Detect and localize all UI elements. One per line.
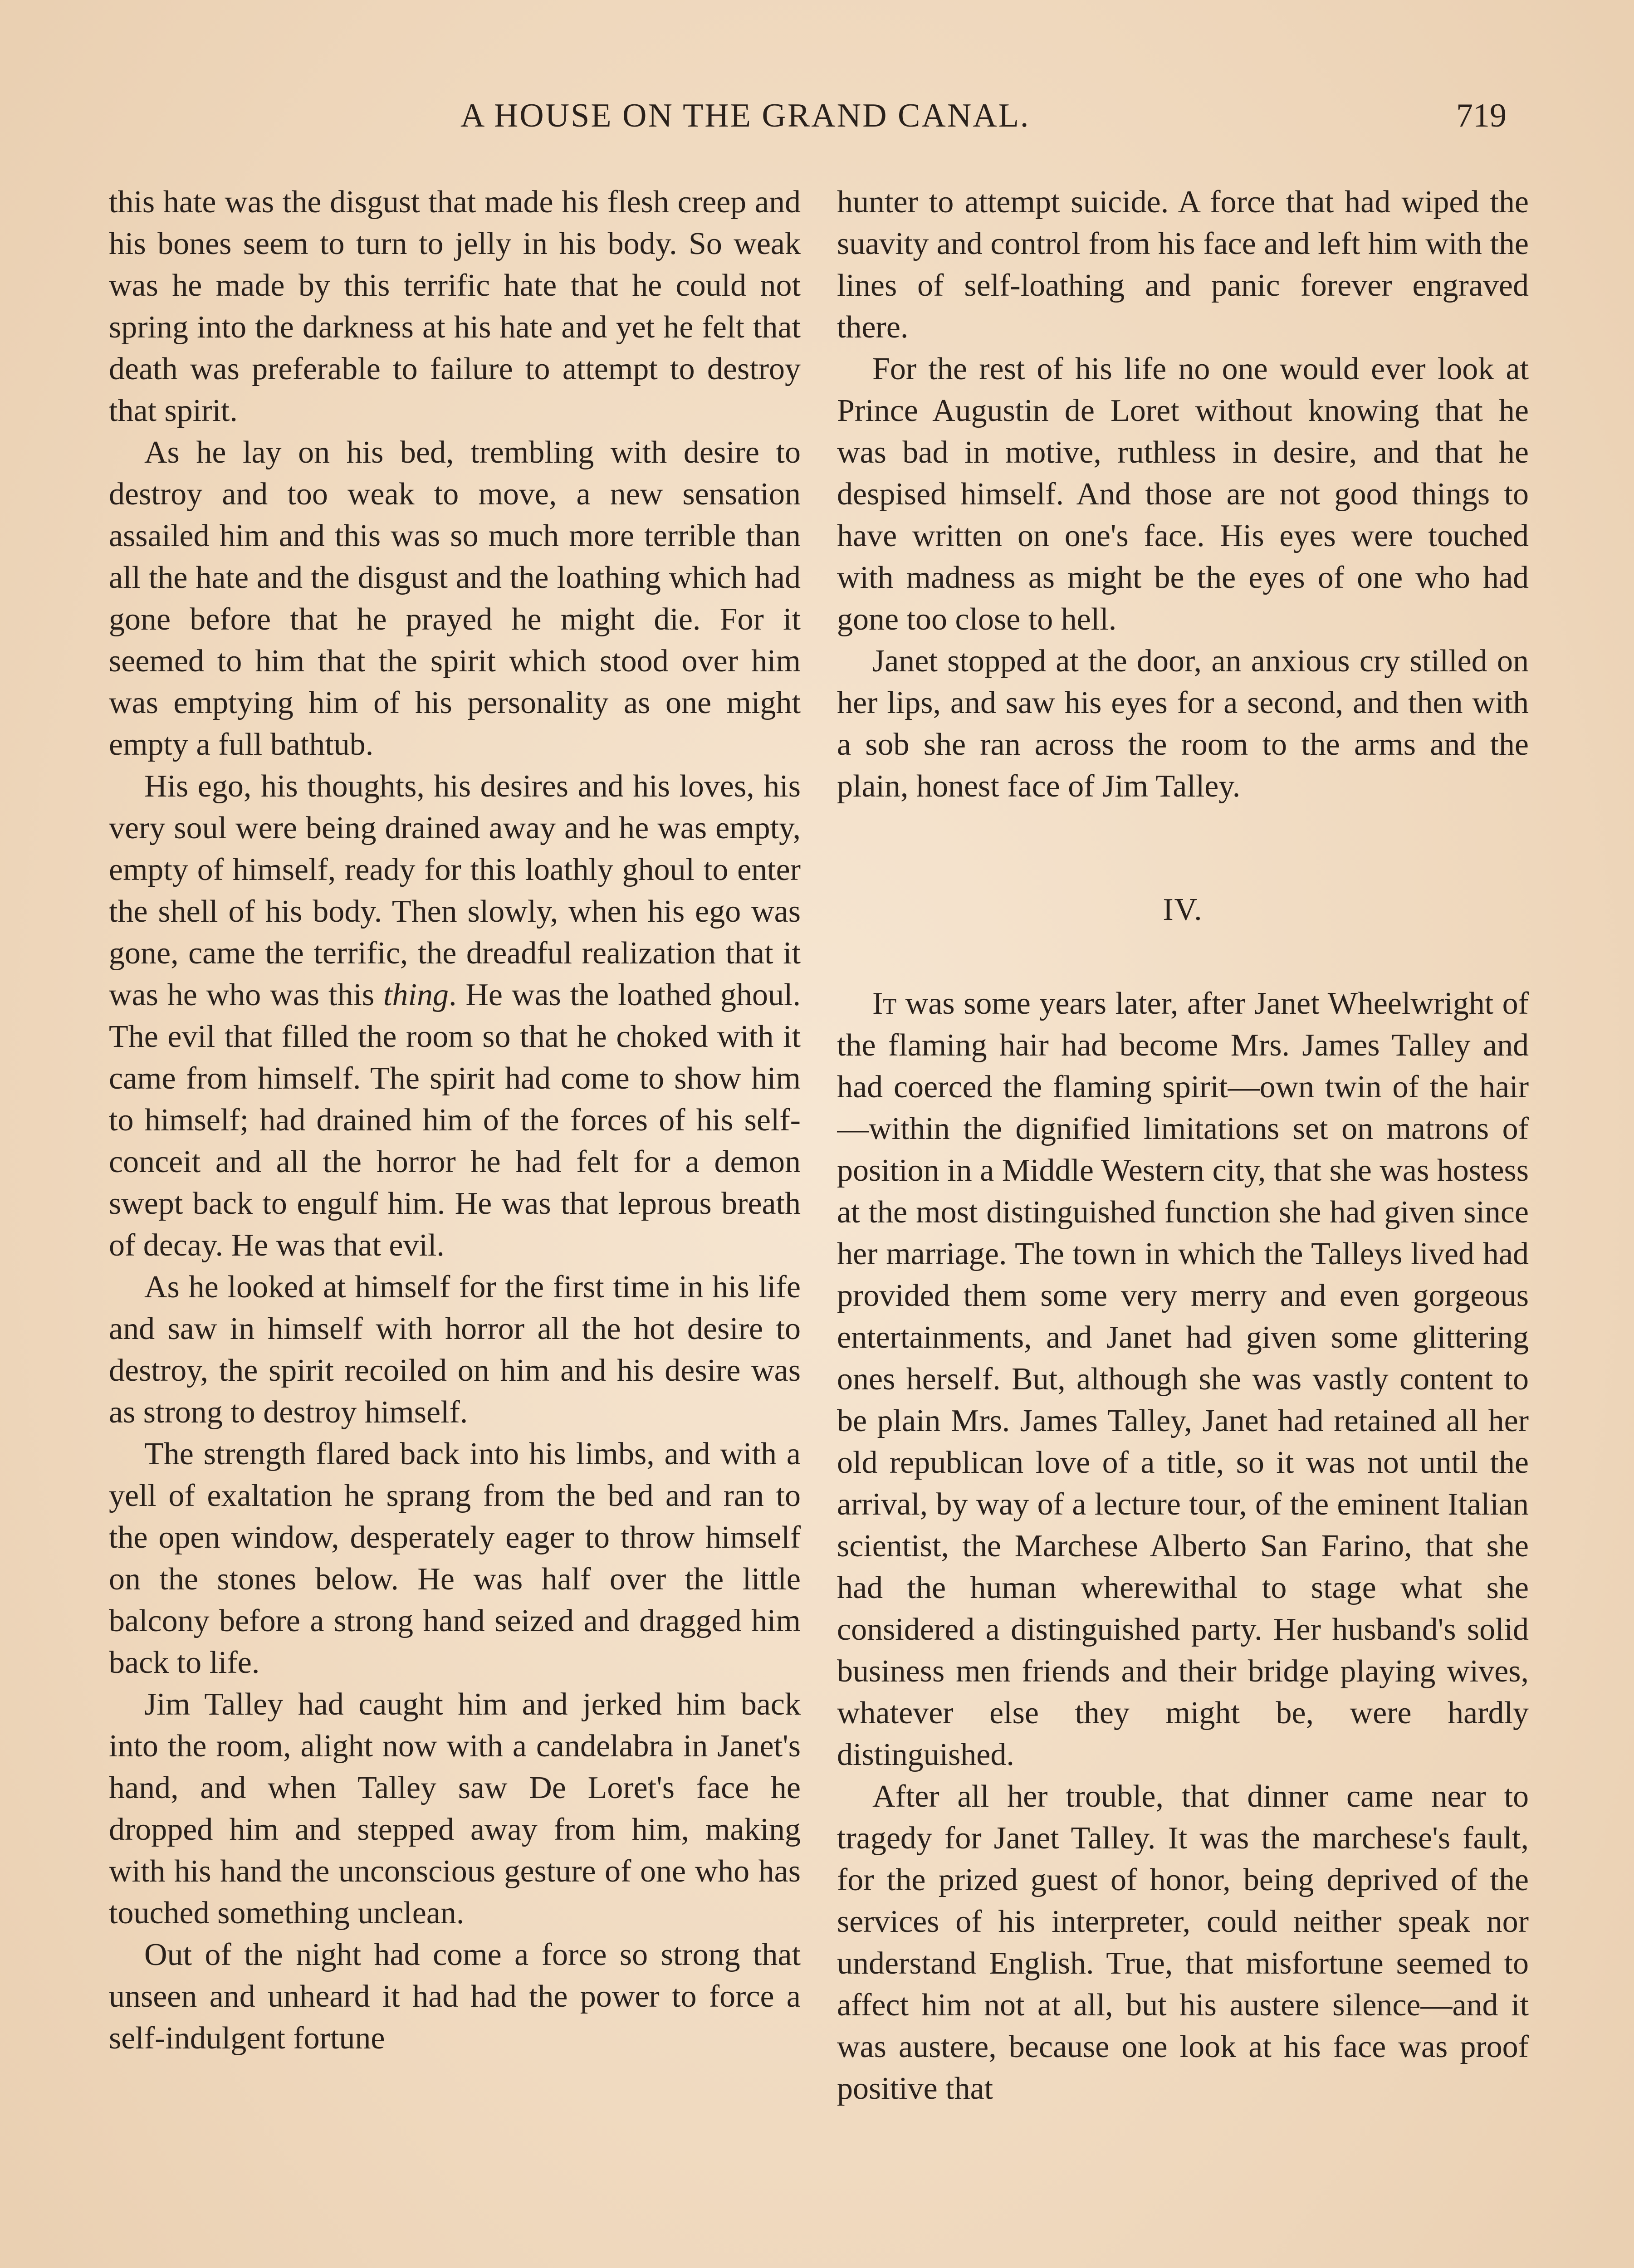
paragraph: As he looked at himself for the first time in his life and saw in himself with horror all the hot desire to destroy, the spirit recoiled on him and his desire was as strong to destroy himself. [109, 1270, 801, 1430]
paragraph: this hate was the disgust that made his flesh creep and his bones seem to turn to jelly in his body. So weak was he made by this terrific hate that he could not spring into the darkness at his hate and yet he felt that death was preferable to failure to attempt to destroy that spirit. [109, 185, 801, 428]
page-number: 719 [1456, 97, 1507, 134]
paragraph: For the rest of his life no one would ever look at Prince Augustin de Loret without knowing that he was bad in motive, ruthless in desire, and that he despised himself. And those are not good things to have written on one's face. His eyes were touched with madness as might be the eyes of one who had gone too close to hell. [837, 352, 1529, 637]
paragraph: The strength flared back into his limbs, and with a yell of exaltation he sprang from the bed and ran to the open window, desperately eager to throw himself on the stones below. He was half over the little balcony before a strong hand seized and dragged him back to life. [109, 1437, 801, 1680]
paragraph: After all her trouble, that dinner came near to tragedy for Janet Talley. It was the marchese's fault, for the prized guest of honor, being deprived of the services of his interpreter, could neither speak nor understand English. True, that misfortune seemed to affect him not at all, but his austere silence—and it was austere, because one look at his face was proof positive that [837, 1779, 1529, 2106]
right-column [837, 181, 1529, 2268]
paragraph: As he lay on his bed, trembling with desire to destroy and too weak to move, a new sensation assailed him and this was so much more terrible than all the hate and the disgust and the loathing which had gone before that he prayed he might die. For it seemed to him that the spirit which stood over him was emptying him of his personality as one might empty a full bathtub. [109, 435, 801, 762]
small-caps-lead: It [872, 986, 897, 1021]
italic-word: thing [383, 978, 449, 1012]
paragraph-text: was some years later, after Janet Wheelwright of the flaming hair had become Mrs. James Talley and had coerced the flaming spirit—own twin of the hair—within the dignified limitations set on matrons of position in a Middle Western city, that she was hostess at the most distinguished function she had given since her marriage. The town in which the Talleys lived had provided them some very merry and even gorgeous entertainments, and Janet had given some glittering ones herself. But, although she was vastly content to be plain Mrs. James Talley, Janet had retained all her old republican love of a title, so it was not until the arrival, by way of a lecture tour, of the eminent Italian scientist, the Marchese Alberto San Farino, that she had the human wherewithal to stage what she considered a distinguished party. Her husband's solid business men friends and their bridge playing wives, whatever else they might be, were hardly distinguished. [837, 986, 1529, 1772]
paragraph: Jim Talley had caught him and jerked him back into the room, alight now with a candelabra in Janet's hand, and when Talley saw De Loret's face he dropped him and stepped away from him, making with his hand the unconscious gesture of one who has touched something unclean. [109, 1687, 801, 1931]
section-heading: IV. [1163, 892, 1203, 927]
page-header [0, 91, 1634, 141]
paragraph: Out of the night had come a force so strong that unseen and unheard it had had the power to force a self-indulgent fortune [109, 1937, 801, 2056]
paragraph-text: His ego, his thoughts, his desires and his loves, his very soul were being drained away and he was empty, empty of himself, ready for this loathly ghoul to enter the shell of his body. Then slowly, when his ego was gone, came the terrific, the dreadful realization that it was he who was this [109, 769, 801, 1012]
running-title: A HOUSE ON THE GRAND CANAL. [460, 97, 1030, 134]
left-column [109, 181, 801, 2268]
paragraph-text: . He was the loathed ghoul. The evil that filled the room so that he choked with it came from himself. The spirit had come to show him to himself; had drained him of the forces of his self-conceit and all the horror he had felt for a demon swept back to engulf him. He was that leprous breath of decay. He was that evil. [109, 978, 801, 1263]
paragraph [109, 766, 801, 1266]
paragraph: hunter to attempt suicide. A force that had wiped the suavity and control from his face and left him with the lines of self-loathing and panic forever engraved there. [837, 185, 1529, 345]
paragraph: Janet stopped at the door, an anxious cry stilled on her lips, and saw his eyes for a second, and then with a sob she ran across the room to the arms and the plain, honest face of Jim Talley. [837, 644, 1529, 804]
paragraph [837, 983, 1529, 1776]
